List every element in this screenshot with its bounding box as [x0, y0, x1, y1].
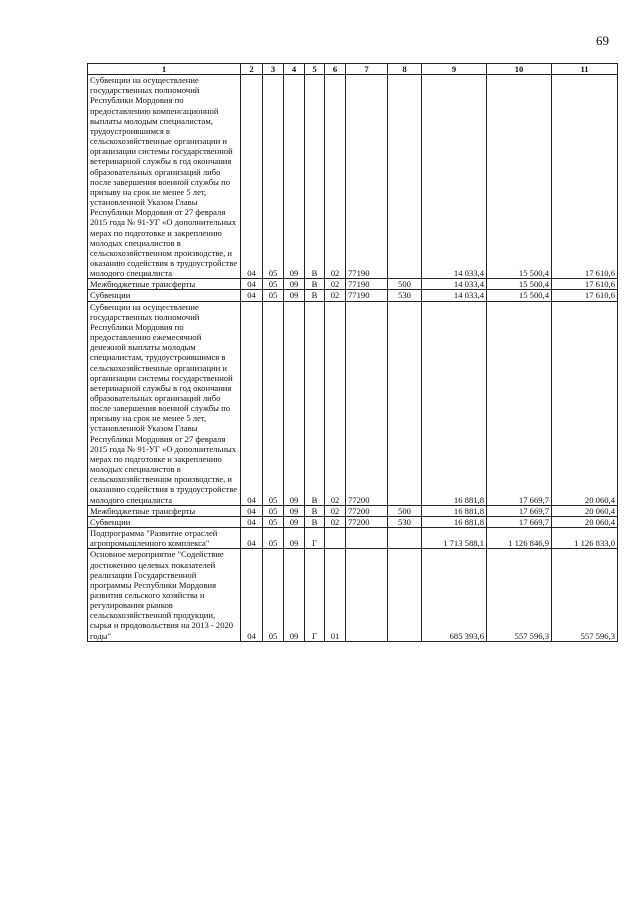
cell-code	[388, 528, 422, 549]
cell-code: 530	[388, 516, 422, 527]
cell-code: 04	[241, 290, 263, 301]
cell-code: 09	[284, 528, 305, 549]
header-cell: 4	[284, 64, 305, 75]
header-cell: 7	[346, 64, 388, 75]
cell-code: 04	[241, 505, 263, 516]
cell-amount: 14 033,4	[422, 290, 487, 301]
cell-code: 02	[325, 516, 346, 527]
table-row	[88, 549, 618, 641]
cell-code: 77190	[346, 279, 388, 290]
cell-code	[346, 549, 388, 641]
cell-amount: 16 881,8	[422, 516, 487, 527]
cell-code: 77200	[346, 301, 388, 505]
cell-code: Г	[305, 549, 325, 641]
cell-amount: 1 126 833,0	[552, 528, 618, 549]
row-label: Межбюджетные трансферты	[88, 279, 241, 290]
cell-amount: 15 500,4	[487, 75, 552, 279]
cell-code: 09	[284, 516, 305, 527]
row-label: Подпрограмма "Развитие отраслей агропромышленного комплекса"	[88, 528, 241, 549]
cell-code: В	[305, 505, 325, 516]
cell-amount: 557 596,3	[552, 549, 618, 641]
cell-code: 02	[325, 290, 346, 301]
header-row	[88, 64, 618, 75]
cell-code: В	[305, 279, 325, 290]
cell-code: 09	[284, 505, 305, 516]
header-cell: 6	[325, 64, 346, 75]
cell-code: 05	[263, 290, 284, 301]
cell-code: 530	[388, 290, 422, 301]
cell-code: В	[305, 290, 325, 301]
cell-code: 05	[263, 516, 284, 527]
cell-code	[346, 528, 388, 549]
cell-code: 09	[284, 549, 305, 641]
row-label: Субвенции	[88, 290, 241, 301]
cell-code: 02	[325, 279, 346, 290]
cell-amount: 17 610,6	[552, 279, 618, 290]
cell-code	[325, 528, 346, 549]
cell-amount: 17 610,6	[552, 75, 618, 279]
cell-amount: 14 033,4	[422, 279, 487, 290]
cell-amount: 17 610,6	[552, 290, 618, 301]
table-row	[88, 505, 618, 516]
row-label: Основное мероприятие "Содействие достижению целевых показателей реализации Государственной программы Республики Мордовия развития сельского хозяйства и регулирования рынков сельскохозяйственной продукции, сырья и продовольствия на 2013 - 2020 годы"	[88, 549, 241, 641]
cell-code	[388, 549, 422, 641]
cell-amount: 15 500,4	[487, 290, 552, 301]
cell-amount: 16 881,8	[422, 301, 487, 505]
cell-code	[388, 301, 422, 505]
header-cell: 1	[88, 64, 241, 75]
row-label: Субвенции на осуществление государственных полномочий Республики Мордовия по предоставлению ежемесячной денежной выплаты молодым специалистам, трудоустроившимся в сельскохозяйственные организации и организации системы государственной ветеринарной службы в год окончания образовательных организаций либо после завершения военной службы по призыву на срок не менее 5 лет, установленной Указом Главы Республики Мордовия от 27 февраля 2015 года № 91-УГ «О дополнительных мерах по подготовке и закреплению молодых специалистов в сельскохозяйственном производстве, и оказанию содействия в трудоустройстве молодого специалиста	[88, 301, 241, 505]
cell-code: 09	[284, 301, 305, 505]
cell-amount: 17 669,7	[487, 301, 552, 505]
cell-amount: 17 669,7	[487, 505, 552, 516]
header-cell: 8	[388, 64, 422, 75]
table-row	[88, 528, 618, 549]
header-cell: 3	[263, 64, 284, 75]
cell-code: 05	[263, 279, 284, 290]
cell-code: 05	[263, 549, 284, 641]
cell-amount: 20 060,4	[552, 301, 618, 505]
cell-code: 500	[388, 279, 422, 290]
table-row	[88, 516, 618, 527]
table-row	[88, 75, 618, 279]
cell-code: 01	[325, 549, 346, 641]
cell-amount: 20 060,4	[552, 516, 618, 527]
cell-code: В	[305, 301, 325, 505]
cell-amount: 1 713 588,1	[422, 528, 487, 549]
cell-code: 05	[263, 301, 284, 505]
cell-amount: 17 669,7	[487, 516, 552, 527]
cell-amount: 16 881,8	[422, 505, 487, 516]
page-number: 69	[596, 33, 609, 48]
cell-code: 04	[241, 301, 263, 505]
cell-code: Г	[305, 528, 325, 549]
table-row	[88, 290, 618, 301]
cell-code: 04	[241, 75, 263, 279]
cell-code: В	[305, 75, 325, 279]
row-label: Субвенции на осуществление государственных полномочий Республики Мордовия по предоставлению компенсационной выплаты молодым специалистам, трудоустроившимся в сельскохозяйственные организации и организации системы государственной ветеринарной службы в год окончания образовательных организаций либо после завершения военной службы по призыву на срок не менее 5 лет, установленной Указом Главы Республики Мордовия от 27 февраля 2015 года № 91-УГ «О дополнительных мерах по подготовке и закреплению молодых специалистов в сельскохозяйственном производстве, и оказанию содействия в трудоустройстве молодого специалиста	[88, 75, 241, 279]
cell-code: 02	[325, 75, 346, 279]
cell-amount: 685 393,6	[422, 549, 487, 641]
cell-code: 500	[388, 505, 422, 516]
cell-code: 04	[241, 528, 263, 549]
row-label: Субвенции	[88, 516, 241, 527]
cell-code: 77200	[346, 516, 388, 527]
cell-code: 09	[284, 290, 305, 301]
cell-code: 05	[263, 75, 284, 279]
cell-amount: 557 596,3	[487, 549, 552, 641]
cell-code: 05	[263, 505, 284, 516]
table-row	[88, 279, 618, 290]
header-cell: 11	[552, 64, 618, 75]
cell-amount: 20 060,4	[552, 505, 618, 516]
header-cell: 10	[487, 64, 552, 75]
cell-code: 04	[241, 279, 263, 290]
cell-code: 05	[263, 528, 284, 549]
table-row	[88, 301, 618, 505]
cell-code: 77190	[346, 290, 388, 301]
cell-code: 77190	[346, 75, 388, 279]
cell-amount: 1 126 846,9	[487, 528, 552, 549]
cell-amount: 15 500,4	[487, 279, 552, 290]
budget-table	[87, 63, 618, 642]
cell-code: В	[305, 516, 325, 527]
header-cell: 5	[305, 64, 325, 75]
cell-code: 04	[241, 549, 263, 641]
header-cell: 9	[422, 64, 487, 75]
cell-code: 09	[284, 75, 305, 279]
cell-code: 02	[325, 505, 346, 516]
row-label: Межбюджетные трансферты	[88, 505, 241, 516]
header-cell: 2	[241, 64, 263, 75]
cell-amount: 14 033,4	[422, 75, 487, 279]
cell-code: 77200	[346, 505, 388, 516]
cell-code	[388, 75, 422, 279]
cell-code: 09	[284, 279, 305, 290]
cell-code: 02	[325, 301, 346, 505]
cell-code: 04	[241, 516, 263, 527]
